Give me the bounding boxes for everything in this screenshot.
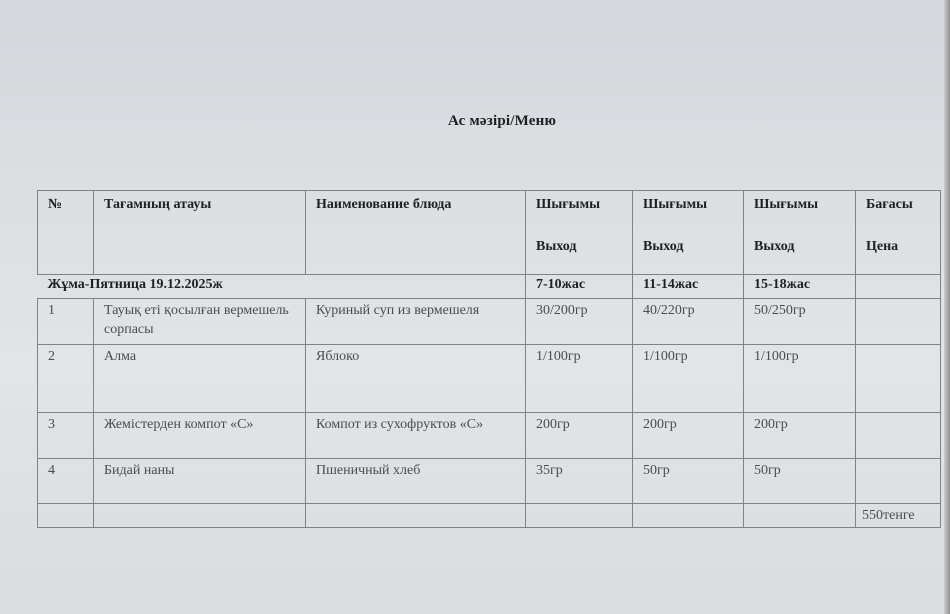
row-name-kz: Жемістерден компот «С» [94,413,306,459]
row-price [856,345,941,413]
total-empty-5 [633,504,744,528]
header-yield-ru: Выход [536,239,577,254]
total-empty-6 [744,504,856,528]
header-yield-kz: Шығымы [643,197,708,212]
row-yield-2: 200гр [633,413,744,459]
total-row [38,504,941,528]
header-yield-kz: Шығымы [754,197,819,212]
header-yield-1 [526,191,633,275]
header-row [38,191,941,275]
header-price-ru: Цена [866,239,899,254]
row-price [856,459,941,504]
total-empty-3 [306,504,526,528]
header-name-kz: Тағамның атауы [94,191,306,275]
age-group-3: 15-18жас [744,275,856,299]
row-yield-1: 1/100гр [526,345,633,413]
row-yield-3: 50гр [744,459,856,504]
row-name-ru: Яблоко [306,345,526,413]
table-row [38,459,941,504]
row-num: 2 [38,345,94,413]
row-num: 3 [38,413,94,459]
row-name-kz: Тауық еті қосылған вермешель сорпасы [94,299,306,345]
day-row [38,275,941,299]
row-yield-1: 30/200гр [526,299,633,345]
row-name-ru: Пшеничный хлеб [306,459,526,504]
header-yield-3 [744,191,856,275]
paper-edge-shadow [944,0,950,614]
row-name-ru: Компот из сухофруктов «С» [306,413,526,459]
row-price [856,413,941,459]
row-num: 4 [38,459,94,504]
row-yield-2: 1/100гр [633,345,744,413]
row-yield-2: 40/220гр [633,299,744,345]
age-group-2: 11-14жас [633,275,744,299]
header-yield-2 [633,191,744,275]
table-row [38,413,941,459]
row-name-kz: Алма [94,345,306,413]
row-name-ru: Куриный суп из вермешеля [306,299,526,345]
total-price: 550тенге [856,504,941,528]
table-row [38,345,941,413]
row-yield-3: 1/100гр [744,345,856,413]
total-empty-2 [94,504,306,528]
total-empty-1 [38,504,94,528]
row-yield-3: 50/250гр [744,299,856,345]
header-name-ru: Наименование блюда [306,191,526,275]
row-yield-1: 35гр [526,459,633,504]
row-yield-1: 200гр [526,413,633,459]
row-price [856,299,941,345]
header-num: № [38,191,94,275]
row-yield-3: 200гр [744,413,856,459]
page-title: Ас мәзірі/Меню [448,113,557,129]
row-name-kz: Бидай наны [94,459,306,504]
table-row [38,299,941,345]
menu-table [37,190,941,528]
age-group-1: 7-10жас [526,275,633,299]
day-label: Жұма-Пятница 19.12.2025ж [38,275,526,299]
header-yield-kz: Шығымы [536,197,601,212]
row-num: 1 [38,299,94,345]
header-price [856,191,941,275]
header-yield-ru: Выход [754,239,795,254]
age-group-price [856,275,941,299]
total-empty-4 [526,504,633,528]
header-yield-ru: Выход [643,239,684,254]
row-yield-2: 50гр [633,459,744,504]
header-price-kz: Бағасы [866,197,913,212]
